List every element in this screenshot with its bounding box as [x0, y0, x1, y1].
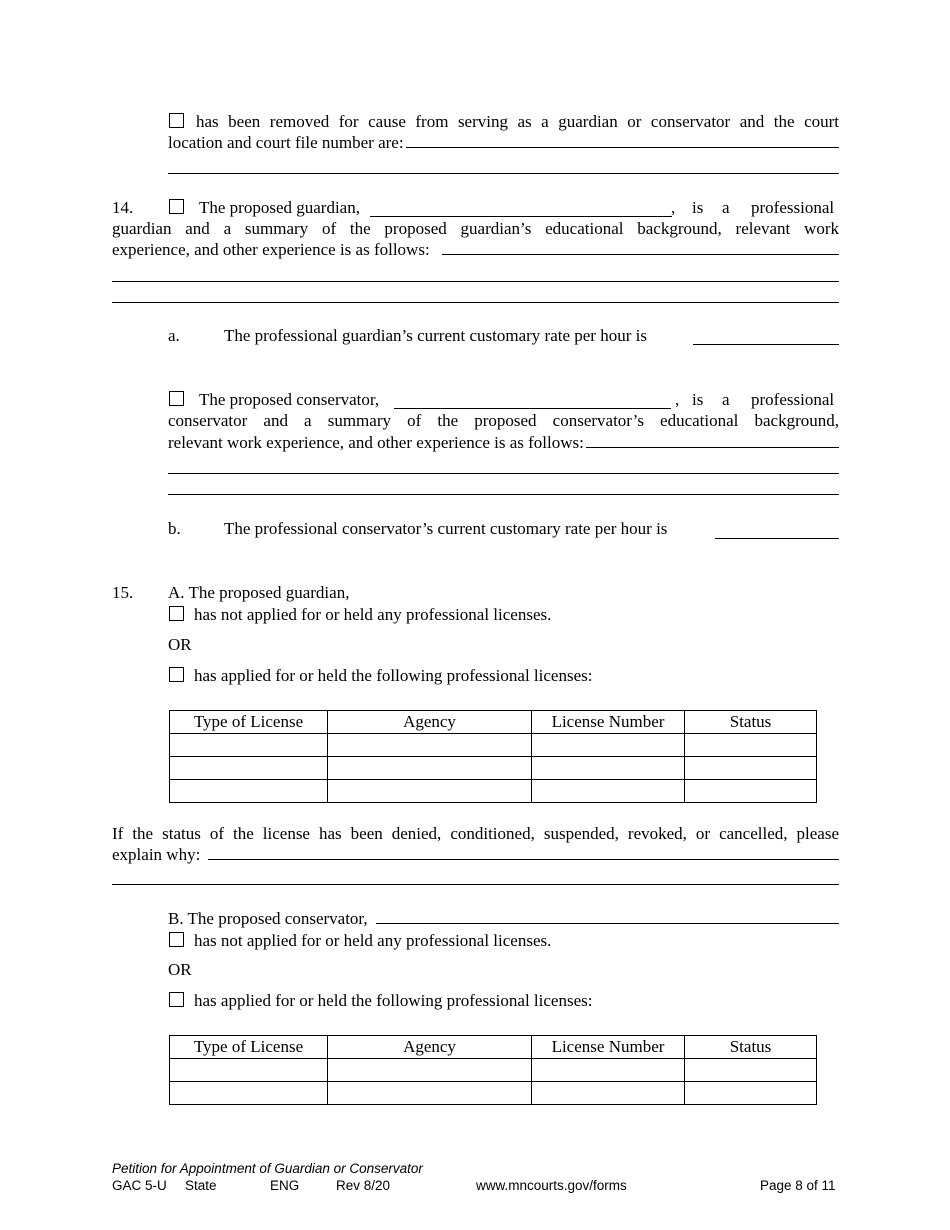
conservator-has-licenses-text: has applied for or held the following professional licenses:	[194, 991, 593, 1010]
guardian-word-is: is	[692, 198, 704, 217]
guardian-word-professional: professional	[751, 198, 835, 217]
guardian-no-licenses-text: has not applied for or held any professional licenses.	[194, 605, 552, 624]
footer-url[interactable]: www.mncourts.gov/forms	[476, 1178, 627, 1193]
conservator-rate-text: The professional conservator’s current customary rate per hour is	[224, 519, 668, 538]
court-file-input-line[interactable]	[406, 147, 839, 148]
guardian-rate-text: The professional guardian’s current customary rate per hour is	[224, 326, 647, 345]
conservator-experience-input-line-3[interactable]	[168, 494, 839, 495]
table-cell[interactable]	[532, 1059, 685, 1082]
footer-form-code: GAC 5-U	[112, 1178, 167, 1193]
guardian-or-label: OR	[168, 635, 192, 654]
table-cell[interactable]	[170, 1059, 328, 1082]
col-agency: Agency	[328, 1036, 532, 1059]
item-15b-heading: B. The proposed conservator,	[168, 909, 368, 928]
table-cell[interactable]	[328, 1059, 532, 1082]
item-14b-label: b.	[168, 519, 181, 538]
license-explain-row	[112, 844, 839, 865]
table-row	[170, 1082, 817, 1105]
table-cell[interactable]	[685, 1082, 817, 1105]
table-header-row	[170, 711, 817, 734]
conservator-experience-input-line-2[interactable]	[168, 473, 839, 474]
table-cell[interactable]	[532, 734, 685, 757]
table-cell[interactable]	[170, 734, 328, 757]
guardian-rate-input-line[interactable]	[693, 344, 839, 345]
conservator-license-table	[169, 1035, 817, 1105]
table-cell[interactable]	[328, 757, 532, 780]
table-cell[interactable]	[170, 1082, 328, 1105]
footer-state: State	[185, 1178, 217, 1193]
conservator-experience-input-line[interactable]	[586, 447, 839, 448]
conservator-name-input-line[interactable]	[394, 408, 671, 409]
table-cell[interactable]	[328, 1082, 532, 1105]
conservator-word-professional: professional	[751, 390, 835, 409]
table-row	[170, 1059, 817, 1082]
conservator-comma: ,	[675, 390, 680, 409]
conservator-label: The proposed conservator,	[199, 390, 380, 409]
col-agency: Agency	[328, 711, 532, 734]
table-cell[interactable]	[328, 780, 532, 803]
removed-for-cause-checkbox[interactable]	[169, 113, 184, 128]
conservator-summary-line: conservator and a summary of the proposed conservator’s educational background,	[168, 411, 839, 430]
guardian-comma: ,	[671, 198, 676, 217]
table-cell[interactable]	[685, 734, 817, 757]
conservator-no-licenses-text: has not applied for or held any professional licenses.	[194, 931, 552, 950]
footer-language: ENG	[270, 1178, 300, 1193]
conservator-rate-input-line[interactable]	[715, 538, 839, 539]
professional-conservator-checkbox[interactable]	[169, 391, 184, 406]
license-status-explain-text: If the status of the license has been denied, conditioned, suspended, revoked, or cancelled, please	[112, 824, 839, 843]
table-cell[interactable]	[532, 1082, 685, 1105]
guardian-word-a: a	[722, 198, 730, 217]
col-type-of-license: Type of License	[170, 1036, 328, 1059]
guardian-name-input-line[interactable]	[370, 216, 672, 217]
guardian-label: The proposed guardian,	[199, 198, 360, 217]
footer-page-number: Page 8 of 11	[760, 1178, 836, 1193]
table-cell[interactable]	[685, 1059, 817, 1082]
conservator-has-licenses-checkbox[interactable]	[169, 992, 184, 1007]
item-15b-row	[168, 908, 839, 929]
guardian-summary-line: guardian and a summary of the proposed guardian’s educational background, relevant work	[112, 219, 839, 238]
item-14-number: 14.	[112, 198, 134, 217]
table-cell[interactable]	[532, 757, 685, 780]
col-status: Status	[685, 1036, 817, 1059]
footer-revision: Rev 8/20	[336, 1178, 391, 1193]
removed-for-cause-text: has been removed for cause from serving as a guardian or conservator and the court	[196, 112, 839, 131]
conservator-name-input-line-15b[interactable]	[376, 923, 839, 924]
guardian-experience-row	[112, 239, 839, 260]
guardian-license-table	[169, 710, 817, 803]
table-cell[interactable]	[328, 734, 532, 757]
conservator-experience-label: relevant work experience, and other experience is as follows:	[168, 433, 584, 452]
guardian-has-licenses-text: has applied for or held the following professional licenses:	[194, 666, 593, 685]
table-row	[170, 780, 817, 803]
guardian-experience-input-line-2[interactable]	[112, 281, 839, 282]
item-15a-heading: A. The proposed guardian,	[168, 583, 350, 602]
table-cell[interactable]	[170, 757, 328, 780]
guardian-experience-input-line[interactable]	[442, 254, 839, 255]
col-license-number: License Number	[532, 711, 685, 734]
conservator-experience-row	[168, 432, 839, 453]
footer-form-title: Petition for Appointment of Guardian or Conservator	[112, 1161, 423, 1176]
table-cell[interactable]	[685, 780, 817, 803]
conservator-word-is: is	[692, 390, 704, 409]
conservator-or-label: OR	[168, 960, 192, 979]
item-15-number: 15.	[112, 583, 134, 602]
guardian-experience-input-line-3[interactable]	[112, 302, 839, 303]
table-cell[interactable]	[532, 780, 685, 803]
license-explain-label: explain why:	[112, 845, 201, 864]
conservator-word-a: a	[722, 390, 730, 409]
license-explain-input-line-2[interactable]	[112, 884, 839, 885]
conservator-no-licenses-checkbox[interactable]	[169, 932, 184, 947]
col-status: Status	[685, 711, 817, 734]
table-cell[interactable]	[170, 780, 328, 803]
court-file-row	[168, 132, 839, 153]
court-file-input-line-2[interactable]	[168, 173, 839, 174]
col-license-number: License Number	[532, 1036, 685, 1059]
license-explain-input-line[interactable]	[208, 859, 839, 860]
table-row	[170, 734, 817, 757]
table-row	[170, 757, 817, 780]
table-cell[interactable]	[685, 757, 817, 780]
item-14a-label: a.	[168, 326, 180, 345]
table-header-row	[170, 1036, 817, 1059]
professional-guardian-checkbox[interactable]	[169, 199, 184, 214]
guardian-has-licenses-checkbox[interactable]	[169, 667, 184, 682]
guardian-no-licenses-checkbox[interactable]	[169, 606, 184, 621]
guardian-experience-label: experience, and other experience is as follows:	[112, 240, 430, 259]
col-type-of-license: Type of License	[170, 711, 328, 734]
court-file-label: location and court file number are:	[168, 133, 404, 152]
